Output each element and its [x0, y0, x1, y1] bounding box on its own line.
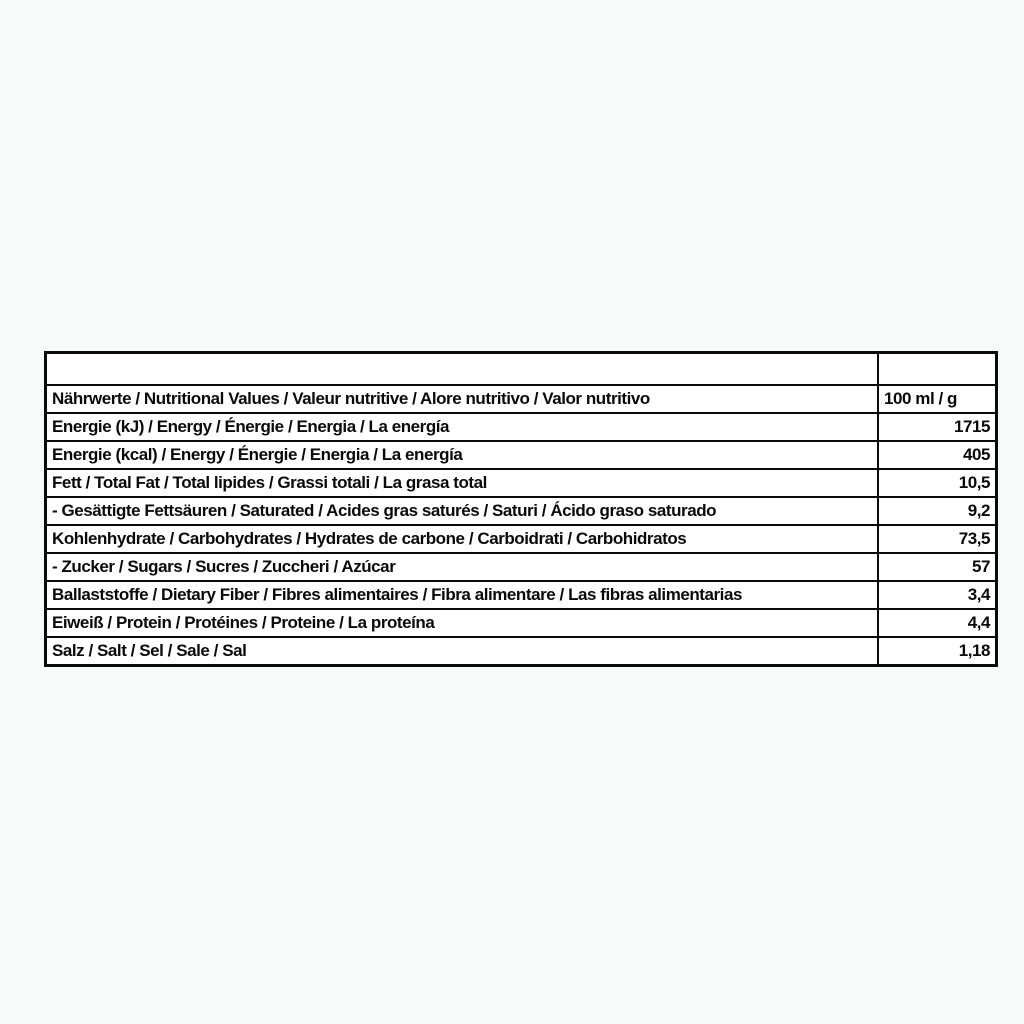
nutrient-value-cell: 1715 — [878, 413, 997, 441]
nutrient-label-cell: Energie (kcal) / Energy / Énergie / Energia / La energía — [46, 441, 879, 469]
nutrient-value-cell: 3,4 — [878, 581, 997, 609]
nutrient-label-cell: Eiweiß / Protein / Protéines / Proteine / La proteína — [46, 609, 879, 637]
table-row — [46, 413, 997, 441]
nutrient-value-cell: 9,2 — [878, 497, 997, 525]
table-row — [46, 525, 997, 553]
nutrient-label-cell: Ballaststoffe / Dietary Fiber / Fibres alimentaires / Fibra alimentare / Las fibras alimentarias — [46, 581, 879, 609]
nutrient-label-cell: Energie (kJ) / Energy / Énergie / Energia / La energía — [46, 413, 879, 441]
header-label-cell: Nährwerte / Nutritional Values / Valeur nutritive / Alore nutritivo / Valor nutritivo — [46, 385, 879, 413]
table-row — [46, 441, 997, 469]
nutrient-value-cell: 4,4 — [878, 609, 997, 637]
table-row — [46, 637, 997, 666]
nutrient-value-cell: 1,18 — [878, 637, 997, 666]
table-title-row — [46, 353, 997, 386]
table-header-row — [46, 385, 997, 413]
nutrient-label-cell: - Gesättigte Fettsäuren / Saturated / Acides gras saturés / Saturi / Ácido graso saturado — [46, 497, 879, 525]
empty-label-cell — [46, 353, 879, 386]
header-unit-cell: 100 ml / g — [878, 385, 997, 413]
nutrient-label-cell: Kohlenhydrate / Carbohydrates / Hydrates de carbone / Carboidrati / Carbohidratos — [46, 525, 879, 553]
nutrition-table — [44, 351, 998, 667]
nutrient-value-cell: 10,5 — [878, 469, 997, 497]
table-row — [46, 609, 997, 637]
nutrient-label-cell: Fett / Total Fat / Total lipides / Grassi totali / La grasa total — [46, 469, 879, 497]
nutrient-label-cell: - Zucker / Sugars / Sucres / Zuccheri / Azúcar — [46, 553, 879, 581]
nutrient-label-cell: Salz / Salt / Sel / Sale / Sal — [46, 637, 879, 666]
table-row — [46, 497, 997, 525]
table-row — [46, 553, 997, 581]
empty-value-cell — [878, 353, 997, 386]
table-row — [46, 469, 997, 497]
nutrient-value-cell: 405 — [878, 441, 997, 469]
nutrient-value-cell: 73,5 — [878, 525, 997, 553]
table-row — [46, 581, 997, 609]
nutrient-value-cell: 57 — [878, 553, 997, 581]
